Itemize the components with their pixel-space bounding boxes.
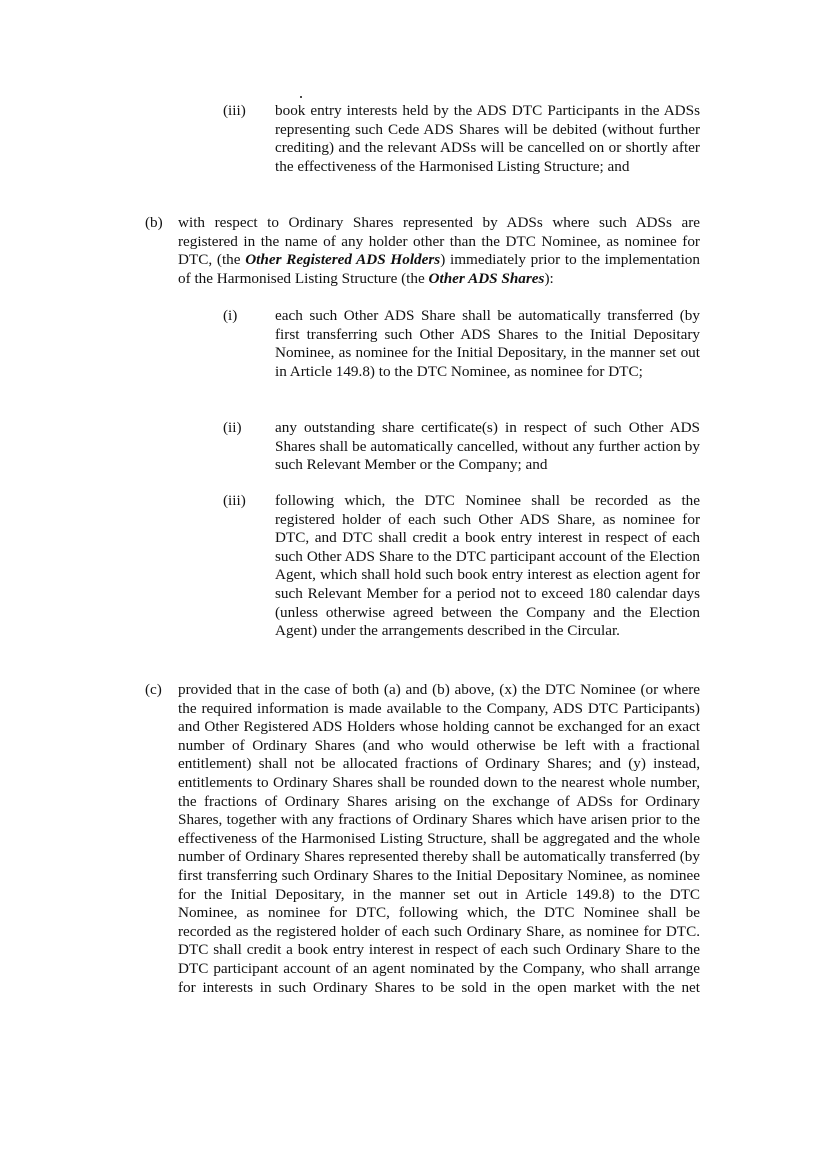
clause-c-label: (c)	[145, 681, 162, 698]
clause-b-iii-text: following which, the DTC Nominee shall be recorded as the registered holder of each such Other ADS Share, as nominee for DTC, and DTC shall credit a book entry interest in respect of each such Other ADS Share to the DTC participant account of the Election Agent, which shall hold such book entry interest as election agent for such Relevant Member for a period not to exceed 180 calendar days (unless otherwise agreed between the Company and the Election Agent) under the arrangements described in the Circular.	[275, 492, 700, 640]
defined-term-other-registered-ads-holders: Other Registered ADS Holders	[245, 251, 441, 269]
clause-b-i-label: (i)	[223, 307, 238, 324]
clause-b-text	[178, 214, 700, 288]
clause-b-ii-text: any outstanding share certificate(s) in respect of such Other ADS Shares shall be automatically cancelled, without any further action by such Relevant Member or the Company; and	[275, 419, 700, 474]
clause-a-iii-text: book entry interests held by the ADS DTC Participants in the ADSs representing such Cede ADS Shares will be debited (without further crediting) and the relevant ADSs will be cancelled on or shortly after the effectiveness of the Harmonised Listing Structure; and	[275, 102, 700, 175]
clause-b-text-part1: with respect to Ordinary Shares represented by ADSs where such ADSs are registered in the name of any holder other than the DTC Nominee, as nominee for DTC, (the	[178, 214, 700, 269]
clause-b-label: (b)	[145, 214, 163, 231]
clause-c-text: provided that in the case of both (a) and (b) above, (x) the DTC Nominee (or where the required information is made available to the Company, ADS DTC Participants) and Other Registered ADS Holders whose holding cannot be exchanged for an exact number of Ordinary Shares (and who would otherwise be left with a fractional entitlement) shall not be allocated fractions of Ordinary Shares; and (y) instead, entitlements to Ordinary Shares shall be rounded down to the nearest whole number, the fractions of Ordinary Shares arising on the exchange of ADSs for Ordinary Shares, together with any fractions of Ordinary Shares which have arisen prior to the effectiveness of the Harmonised Listing Structure, shall be aggregated and the whole number of Ordinary Shares represented thereby shall be automatically transferred (by first transferring such Ordinary Shares to the Initial Depositary Nominee, as nominee for the Initial Depositary, in the manner set out in Article 149.8) to the DTC Nominee, as nominee for DTC, following which, the DTC Nominee shall be recorded as the registered holder of each such Ordinary Share, as nominee for DTC. DTC shall credit a book entry interest in respect of each such Ordinary Share to the DTC participant account of an agent nominated by the Company, who shall arrange for interests in such Ordinary Shares to be sold in the open market with the net	[178, 681, 700, 996]
defined-term-other-ads-shares: Other ADS Shares	[428, 269, 545, 287]
clause-b-text-part2: ) immediately prior to the implementation of the Harmonised Listing Structure (the	[178, 251, 700, 287]
clause-a-iii-label: (iii)	[223, 102, 246, 119]
clause-b-ii-label: (ii)	[223, 419, 242, 436]
clause-b-iii-label: (iii)	[223, 492, 246, 509]
stray-mark	[300, 96, 302, 98]
clause-b-i-text: each such Other ADS Share shall be automatically transferred (by first transferring such Other ADS Shares to the Initial Depositary Nominee, as nominee for the Initial Depositary, in the manner set out in Article 149.8) to the DTC Nominee, as nominee for DTC;	[275, 307, 700, 380]
clause-b-text-part3: ):	[544, 269, 554, 287]
